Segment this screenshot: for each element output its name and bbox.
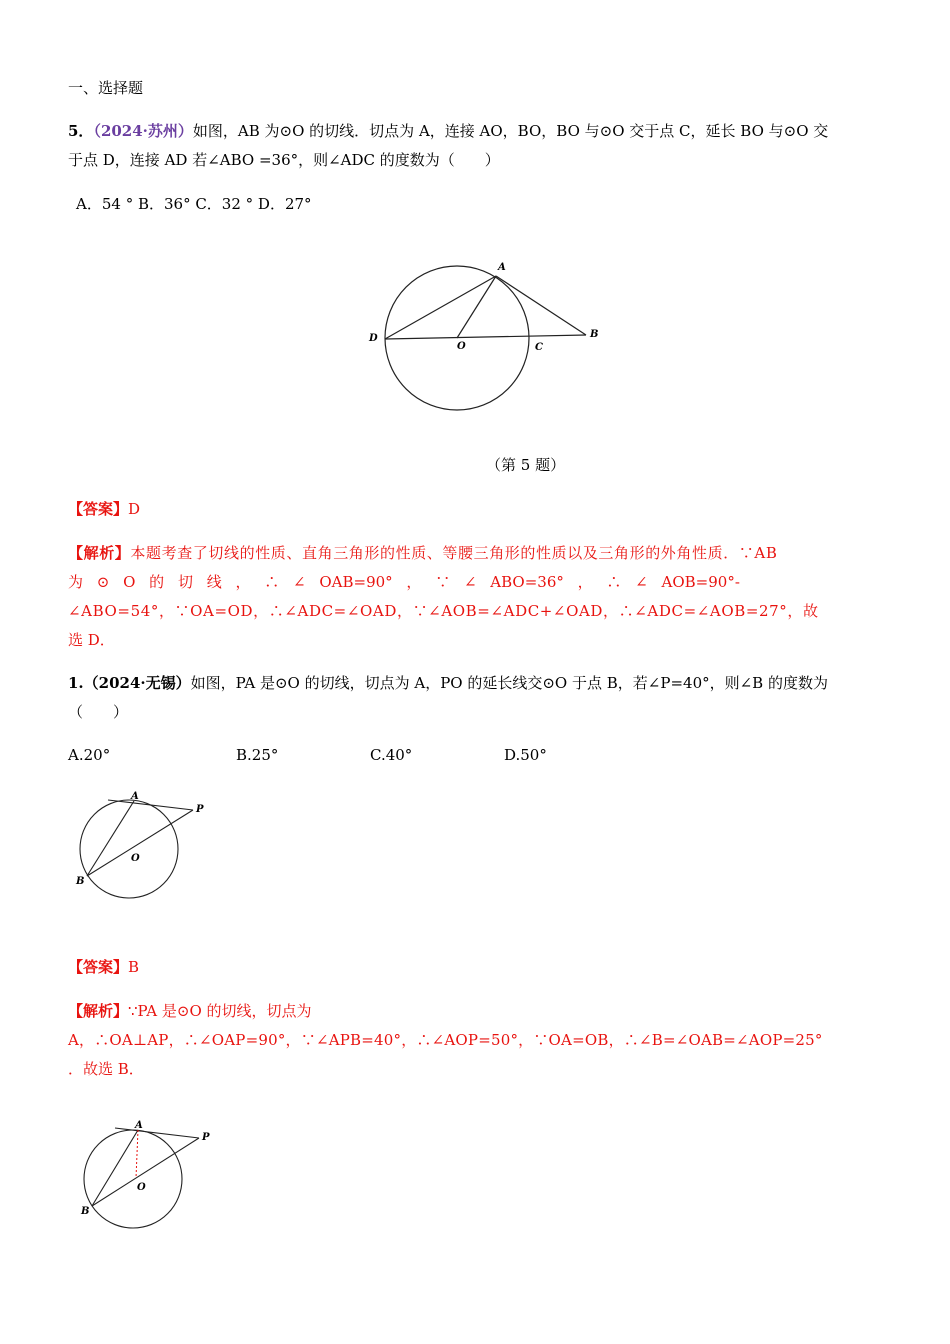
q1-answer-value: B bbox=[128, 958, 140, 976]
q5-number: 5． bbox=[68, 122, 94, 140]
q1-stem-text1: 如图，PA 是⊙O 的切线，切点为 A，PO 的延长线交⊙O 于点 B，若∠P=40°，则∠B 的度数为 bbox=[190, 674, 828, 692]
q5-label-d: D bbox=[369, 333, 378, 344]
q5-stem-line1 bbox=[68, 120, 828, 142]
q1-label-a: A bbox=[131, 791, 139, 802]
q1-option-b: B.25° bbox=[236, 746, 279, 764]
q1-stem-line2: （ ） bbox=[68, 703, 129, 721]
q1-analysis-line2: A，∴OA⊥AP，∴∠OAP=90°，∵∠APB=40°，∴∠AOP=50°，∵OA=OB，∴∠B=∠OAB=∠AOP=25° bbox=[68, 1031, 823, 1049]
q5-analysis-tag: 【解析】 bbox=[68, 544, 131, 562]
q1-solution-figure bbox=[75, 1118, 225, 1238]
q1-option-c: C.40° bbox=[370, 746, 413, 764]
q1-label-b: B bbox=[76, 876, 85, 887]
q5-analysis-text1: 本题考查了切线的性质、直角三角形的性质、等腰三角形的性质以及三角形的外角性质．∵AB bbox=[130, 544, 778, 562]
q5-label-b: B bbox=[590, 329, 599, 340]
q5-source: （2024·苏州） bbox=[93, 122, 193, 140]
q1-source: （2024·无锡） bbox=[83, 674, 191, 692]
q5-analysis-line3: ∠ABO=54°，∵OA=OD，∴∠ADC=∠OAD，∵∠AOB=∠ADC+∠OAD，∴∠ADC=∠AOB=27°，故 bbox=[68, 602, 819, 620]
q1-label-o: O bbox=[131, 853, 140, 864]
q1-figure bbox=[70, 790, 220, 905]
q5-answer-tag: 【答案】 bbox=[68, 500, 129, 518]
q1-analysis-line3: ．故选 B． bbox=[68, 1060, 144, 1078]
section-title: 一、选择题 bbox=[68, 79, 144, 97]
q5-stem-line2: 于点 D，连接 AD 若∠ABO =36°，则∠ADC 的度数为（ ） bbox=[68, 151, 500, 169]
q1-analysis-tag: 【解析】 bbox=[68, 1002, 129, 1020]
q5-analysis-line2: 为 ⊙ O 的 切 线 ， ∴ ∠ OAB=90° ， ∵ ∠ ABO=36° ， ∴ ∠ AOB=90°- bbox=[68, 573, 740, 591]
q1s-label-p: P bbox=[202, 1132, 210, 1143]
q1s-label-b: B bbox=[81, 1206, 90, 1217]
q1-option-d: D.50° bbox=[504, 746, 547, 764]
q5-label-o: O bbox=[457, 341, 466, 352]
q5-label-a: A bbox=[498, 262, 506, 273]
q1-option-a: A.20° bbox=[68, 746, 111, 764]
q1-analysis-text1: ∵PA 是⊙O 的切线，切点为 bbox=[128, 1002, 312, 1020]
q5-analysis-line1 bbox=[68, 542, 777, 564]
q1s-label-a: A bbox=[135, 1120, 143, 1131]
q5-stem-text1: 如图，AB 为⊙O 的切线．切点为 A，连接 AO，BO，BO 与⊙O 交于点 C，延长 BO 与⊙O 交 bbox=[192, 122, 829, 140]
q1-number: 1. bbox=[68, 674, 84, 692]
q1-answer-tag: 【答案】 bbox=[68, 958, 129, 976]
q5-answer-value: D bbox=[128, 500, 141, 518]
q1s-label-o: O bbox=[137, 1182, 146, 1193]
q5-figure bbox=[360, 255, 610, 415]
q5-options: A．54 ° B．36° C．32 ° D．27° bbox=[76, 195, 312, 213]
q5-caption: （第 5 题） bbox=[486, 456, 566, 474]
q1-label-p: P bbox=[196, 804, 204, 815]
q1-answer bbox=[68, 956, 139, 978]
q5-label-c: C bbox=[535, 342, 543, 353]
q1-stem-line1 bbox=[68, 672, 828, 694]
q5-analysis-line4: 选 D． bbox=[68, 631, 115, 649]
q1-analysis-line1 bbox=[68, 1000, 312, 1022]
q5-answer bbox=[68, 498, 140, 520]
